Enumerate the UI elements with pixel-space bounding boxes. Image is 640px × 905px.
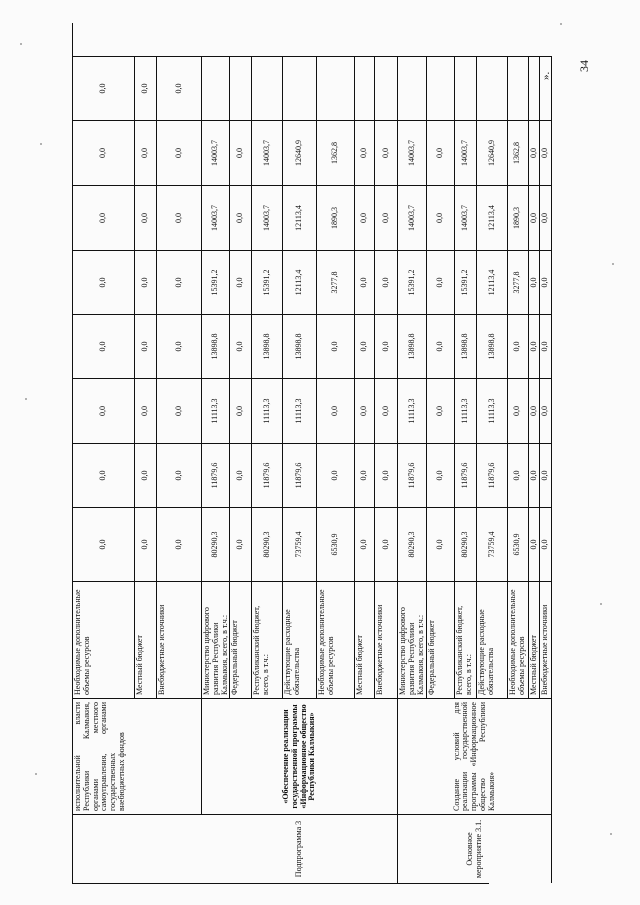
table-value-cell: 0,0	[317, 314, 355, 378]
table-value-cell: 0,0	[73, 56, 135, 120]
table-value-cell: 80290,3	[398, 507, 427, 581]
page-number: 34	[577, 60, 591, 72]
table-value-cell: 11113,3	[477, 378, 508, 443]
table-value-cell: 15391,2	[398, 250, 427, 314]
table-value-cell: 80290,3	[252, 507, 283, 581]
table-value-cell: 0,0	[540, 185, 552, 250]
table-value-cell: 0,0	[355, 120, 375, 185]
table-value-cell: 0,0	[135, 378, 157, 443]
table-value-cell: 0,0	[427, 507, 455, 581]
table-value-cell: 12113,4	[477, 185, 508, 250]
table-value-cell: 0,0	[529, 120, 541, 185]
table-value-cell: 0,0	[157, 185, 202, 250]
funding-source-label: Необходимые дополнительные объемы ресурсов	[73, 581, 135, 698]
table-value-cell: 0,0	[230, 507, 252, 581]
table-value-cell: 6530,9	[508, 507, 529, 581]
funding-source-label: Федеральный бюджет	[230, 581, 252, 698]
table-value-cell	[283, 56, 317, 120]
table-value-cell: 0,0	[355, 443, 375, 507]
table-value-cell: 0,0	[529, 250, 541, 314]
table-value-cell	[230, 56, 252, 120]
table-value-cell: 0,0	[427, 443, 455, 507]
table-value-cell: 13898,8	[202, 314, 230, 378]
table-value-cell: 0,0	[375, 378, 398, 443]
executor-note: исполнительной власти Республики Калмыкия, органами местного самоуправления, органами государственных внебюджетных фондов	[73, 698, 202, 814]
table-value-cell: 12113,4	[283, 250, 317, 314]
table-value-cell: 0,0	[73, 185, 135, 250]
table-value-cell: 0,0	[157, 507, 202, 581]
scan-speckle	[600, 603, 602, 605]
table-value-cell: 0,0	[230, 314, 252, 378]
table-value-cell: 11879,6	[202, 443, 230, 507]
table-value-cell: 0,0	[508, 378, 529, 443]
table-value-cell: 0,0	[427, 185, 455, 250]
table-value-cell: 0,0	[73, 507, 135, 581]
table-value-cell: 0,0	[230, 378, 252, 443]
table-value-cell: 0,0	[355, 250, 375, 314]
table-value-cell: 0,0	[355, 507, 375, 581]
table-value-cell: 1890,3	[508, 185, 529, 250]
table-value-cell: 1362,8	[508, 120, 529, 185]
funding-source-label: Министерство цифрового развития Республики Калмыкия, всего, в т.ч.:	[398, 581, 427, 698]
table-value-cell: 80290,3	[202, 507, 230, 581]
table-value-cell: 0,0	[73, 314, 135, 378]
table-value-cell: 11113,3	[283, 378, 317, 443]
table-value-cell: 0,0	[540, 314, 552, 378]
table-value-cell	[317, 56, 355, 120]
funding-source-label: Внебюджетные источники	[157, 581, 202, 698]
funding-source-label: Необходимые дополнительные объемы ресурсов	[317, 581, 355, 698]
table-value-cell	[455, 56, 477, 120]
table-value-cell: 0,0	[157, 314, 202, 378]
scan-speckle	[560, 23, 562, 25]
table-value-cell: 0,0	[540, 250, 552, 314]
item-cell-empty	[73, 814, 202, 883]
table-value-cell: 0,0	[355, 378, 375, 443]
table-value-cell: 14003,7	[202, 120, 230, 185]
table-value-cell: 0,0	[427, 378, 455, 443]
table-value-cell: 0,0	[73, 120, 135, 185]
table-value-cell: 0,0	[135, 56, 157, 120]
table-value-cell: 3277,8	[317, 250, 355, 314]
funding-source-label: Внебюджетные источники	[540, 581, 552, 698]
funding-source-label: Республиканский бюджет, всего, в т.ч.:	[252, 581, 283, 698]
table-value-cell: 0,0	[427, 120, 455, 185]
table-value-cell: 15391,2	[252, 250, 283, 314]
table-value-cell: 3277,8	[508, 250, 529, 314]
funding-source-label: Действующие расходные обязательства	[283, 581, 317, 698]
table-value-cell: 0,0	[427, 314, 455, 378]
table-value-cell: 0,0	[135, 314, 157, 378]
subprogram-title: «Обеспечение реализации государственной программы «Информационное общество Республики Калмыкия»	[202, 698, 398, 814]
table-value-cell: 11113,3	[252, 378, 283, 443]
table-value-cell: 11879,6	[252, 443, 283, 507]
main_event-title: Создание условий для реализации государственной программы «Информационное общество Республики Калмыкия»	[398, 698, 552, 814]
table-value-cell: 11113,3	[202, 378, 230, 443]
funding-source-label: Необходимые дополнительные объемы ресурсов	[508, 581, 529, 698]
table-value-cell: 0,0	[230, 250, 252, 314]
table-value-cell: 14003,7	[455, 185, 477, 250]
table-value-cell: 0,0	[230, 185, 252, 250]
table-value-cell: 0,0	[135, 443, 157, 507]
scan-speckle	[40, 143, 42, 145]
table-value-cell: 0,0	[157, 378, 202, 443]
table-value-cell: 15391,2	[202, 250, 230, 314]
table-value-cell: 15391,2	[455, 250, 477, 314]
budget-table	[72, 23, 550, 884]
table-value-cell: 12640,9	[477, 120, 508, 185]
table-value-cell: 0,0	[529, 443, 541, 507]
funding-source-label: Министерство цифрового развития Республики Калмыкия, всего, в т.ч.:	[202, 581, 230, 698]
scan-speckle	[610, 833, 612, 835]
table-value-cell: 0,0	[73, 250, 135, 314]
table-value-cell: 0,0	[540, 378, 552, 443]
closing-quote-mark: ».	[540, 71, 552, 80]
table-value-cell: 6530,9	[317, 507, 355, 581]
table-value-cell: 0,0	[73, 443, 135, 507]
scan-speckle	[20, 43, 22, 45]
table-value-cell: 73759,4	[477, 507, 508, 581]
main_event-item-label: Основное мероприятие 3.1.	[398, 814, 552, 883]
table-value-cell: 0,0	[508, 314, 529, 378]
table-value-cell: 11879,6	[477, 443, 508, 507]
funding-source-label: Местный бюджет	[355, 581, 375, 698]
funding-source-label: Местный бюджет	[529, 581, 541, 698]
table-value-cell: 0,0	[135, 185, 157, 250]
table-value-cell: 14003,7	[398, 120, 427, 185]
table-value-cell: 12640,9	[283, 120, 317, 185]
funding-source-label: Внебюджетные источники	[375, 581, 398, 698]
funding-source-label: Федеральный бюджет	[427, 581, 455, 698]
table-value-cell: 0,0	[427, 250, 455, 314]
table-value-cell: 12113,4	[283, 185, 317, 250]
table-value-cell: 0,0	[529, 507, 541, 581]
funding-source-label: Действующие расходные обязательства	[477, 581, 508, 698]
table-value-cell: 11879,6	[455, 443, 477, 507]
table-value-cell: 14003,7	[202, 185, 230, 250]
funding-source-label: Республиканский бюджет, всего, в т.ч.:	[455, 581, 477, 698]
table-value-cell: 0,0	[375, 314, 398, 378]
table-value-cell	[398, 56, 427, 120]
table-value-cell: 0,0	[230, 120, 252, 185]
table-value-cell: 0,0	[375, 250, 398, 314]
table-value-cell: 0,0	[529, 185, 541, 250]
table-value-cell: 0,0	[375, 443, 398, 507]
table-value-cell: 0,0	[157, 120, 202, 185]
scan-speckle	[612, 263, 614, 265]
table-value-cell: 11879,6	[398, 443, 427, 507]
table-value-cell: 14003,7	[252, 185, 283, 250]
table-value-cell: 13898,8	[477, 314, 508, 378]
table-value-cell: 0,0	[73, 378, 135, 443]
table-value-cell	[540, 56, 552, 120]
table-value-cell: 0,0	[375, 507, 398, 581]
table-value-cell	[529, 56, 541, 120]
table-value-cell: 0,0	[508, 443, 529, 507]
table-value-cell: 0,0	[540, 507, 552, 581]
table-value-cell: 0,0	[375, 120, 398, 185]
table-value-cell	[202, 56, 230, 120]
subprogram-item-label: Подпрограмма 3	[202, 814, 398, 883]
table-value-cell: 0,0	[317, 378, 355, 443]
table-value-cell: 0,0	[317, 443, 355, 507]
table-value-cell: 14003,7	[398, 185, 427, 250]
table-value-cell: 0,0	[135, 250, 157, 314]
table-value-cell: 0,0	[355, 314, 375, 378]
table-value-cell: 12113,4	[477, 250, 508, 314]
table-value-cell	[508, 56, 529, 120]
table-value-cell	[355, 56, 375, 120]
table-value-cell: 73759,4	[283, 507, 317, 581]
table-value-cell: 0,0	[529, 314, 541, 378]
table-value-cell: 0,0	[540, 120, 552, 185]
table-value-cell: 13898,8	[252, 314, 283, 378]
table-value-cell	[252, 56, 283, 120]
funding-source-label: Местный бюджет	[135, 581, 157, 698]
table-value-cell: 0,0	[157, 443, 202, 507]
table-value-cell: 14003,7	[455, 120, 477, 185]
table-value-cell: 11113,3	[398, 378, 427, 443]
scan-speckle	[25, 398, 27, 400]
table-value-cell: 14003,7	[252, 120, 283, 185]
table-value-cell: 80290,3	[455, 507, 477, 581]
table-value-cell: 1362,8	[317, 120, 355, 185]
table-value-cell: 11113,3	[455, 378, 477, 443]
table-value-cell: 11879,6	[283, 443, 317, 507]
table-value-cell: 1890,3	[317, 185, 355, 250]
table-value-cell: 13898,8	[283, 314, 317, 378]
table-value-cell: 13898,8	[398, 314, 427, 378]
table-value-cell	[427, 56, 455, 120]
table-value-cell	[477, 56, 508, 120]
table-value-cell	[375, 56, 398, 120]
table-value-cell: 0,0	[230, 443, 252, 507]
table-value-cell: 0,0	[375, 185, 398, 250]
table-value-cell: 0,0	[529, 378, 541, 443]
table-value-cell: 13898,8	[455, 314, 477, 378]
table-value-cell: 0,0	[135, 120, 157, 185]
scan-speckle	[35, 773, 37, 775]
table-value-cell: 0,0	[135, 507, 157, 581]
table-value-cell: 0,0	[157, 56, 202, 120]
table-value-cell: 0,0	[157, 250, 202, 314]
table-value-cell: 0,0	[355, 185, 375, 250]
table-value-cell: 0,0	[540, 443, 552, 507]
